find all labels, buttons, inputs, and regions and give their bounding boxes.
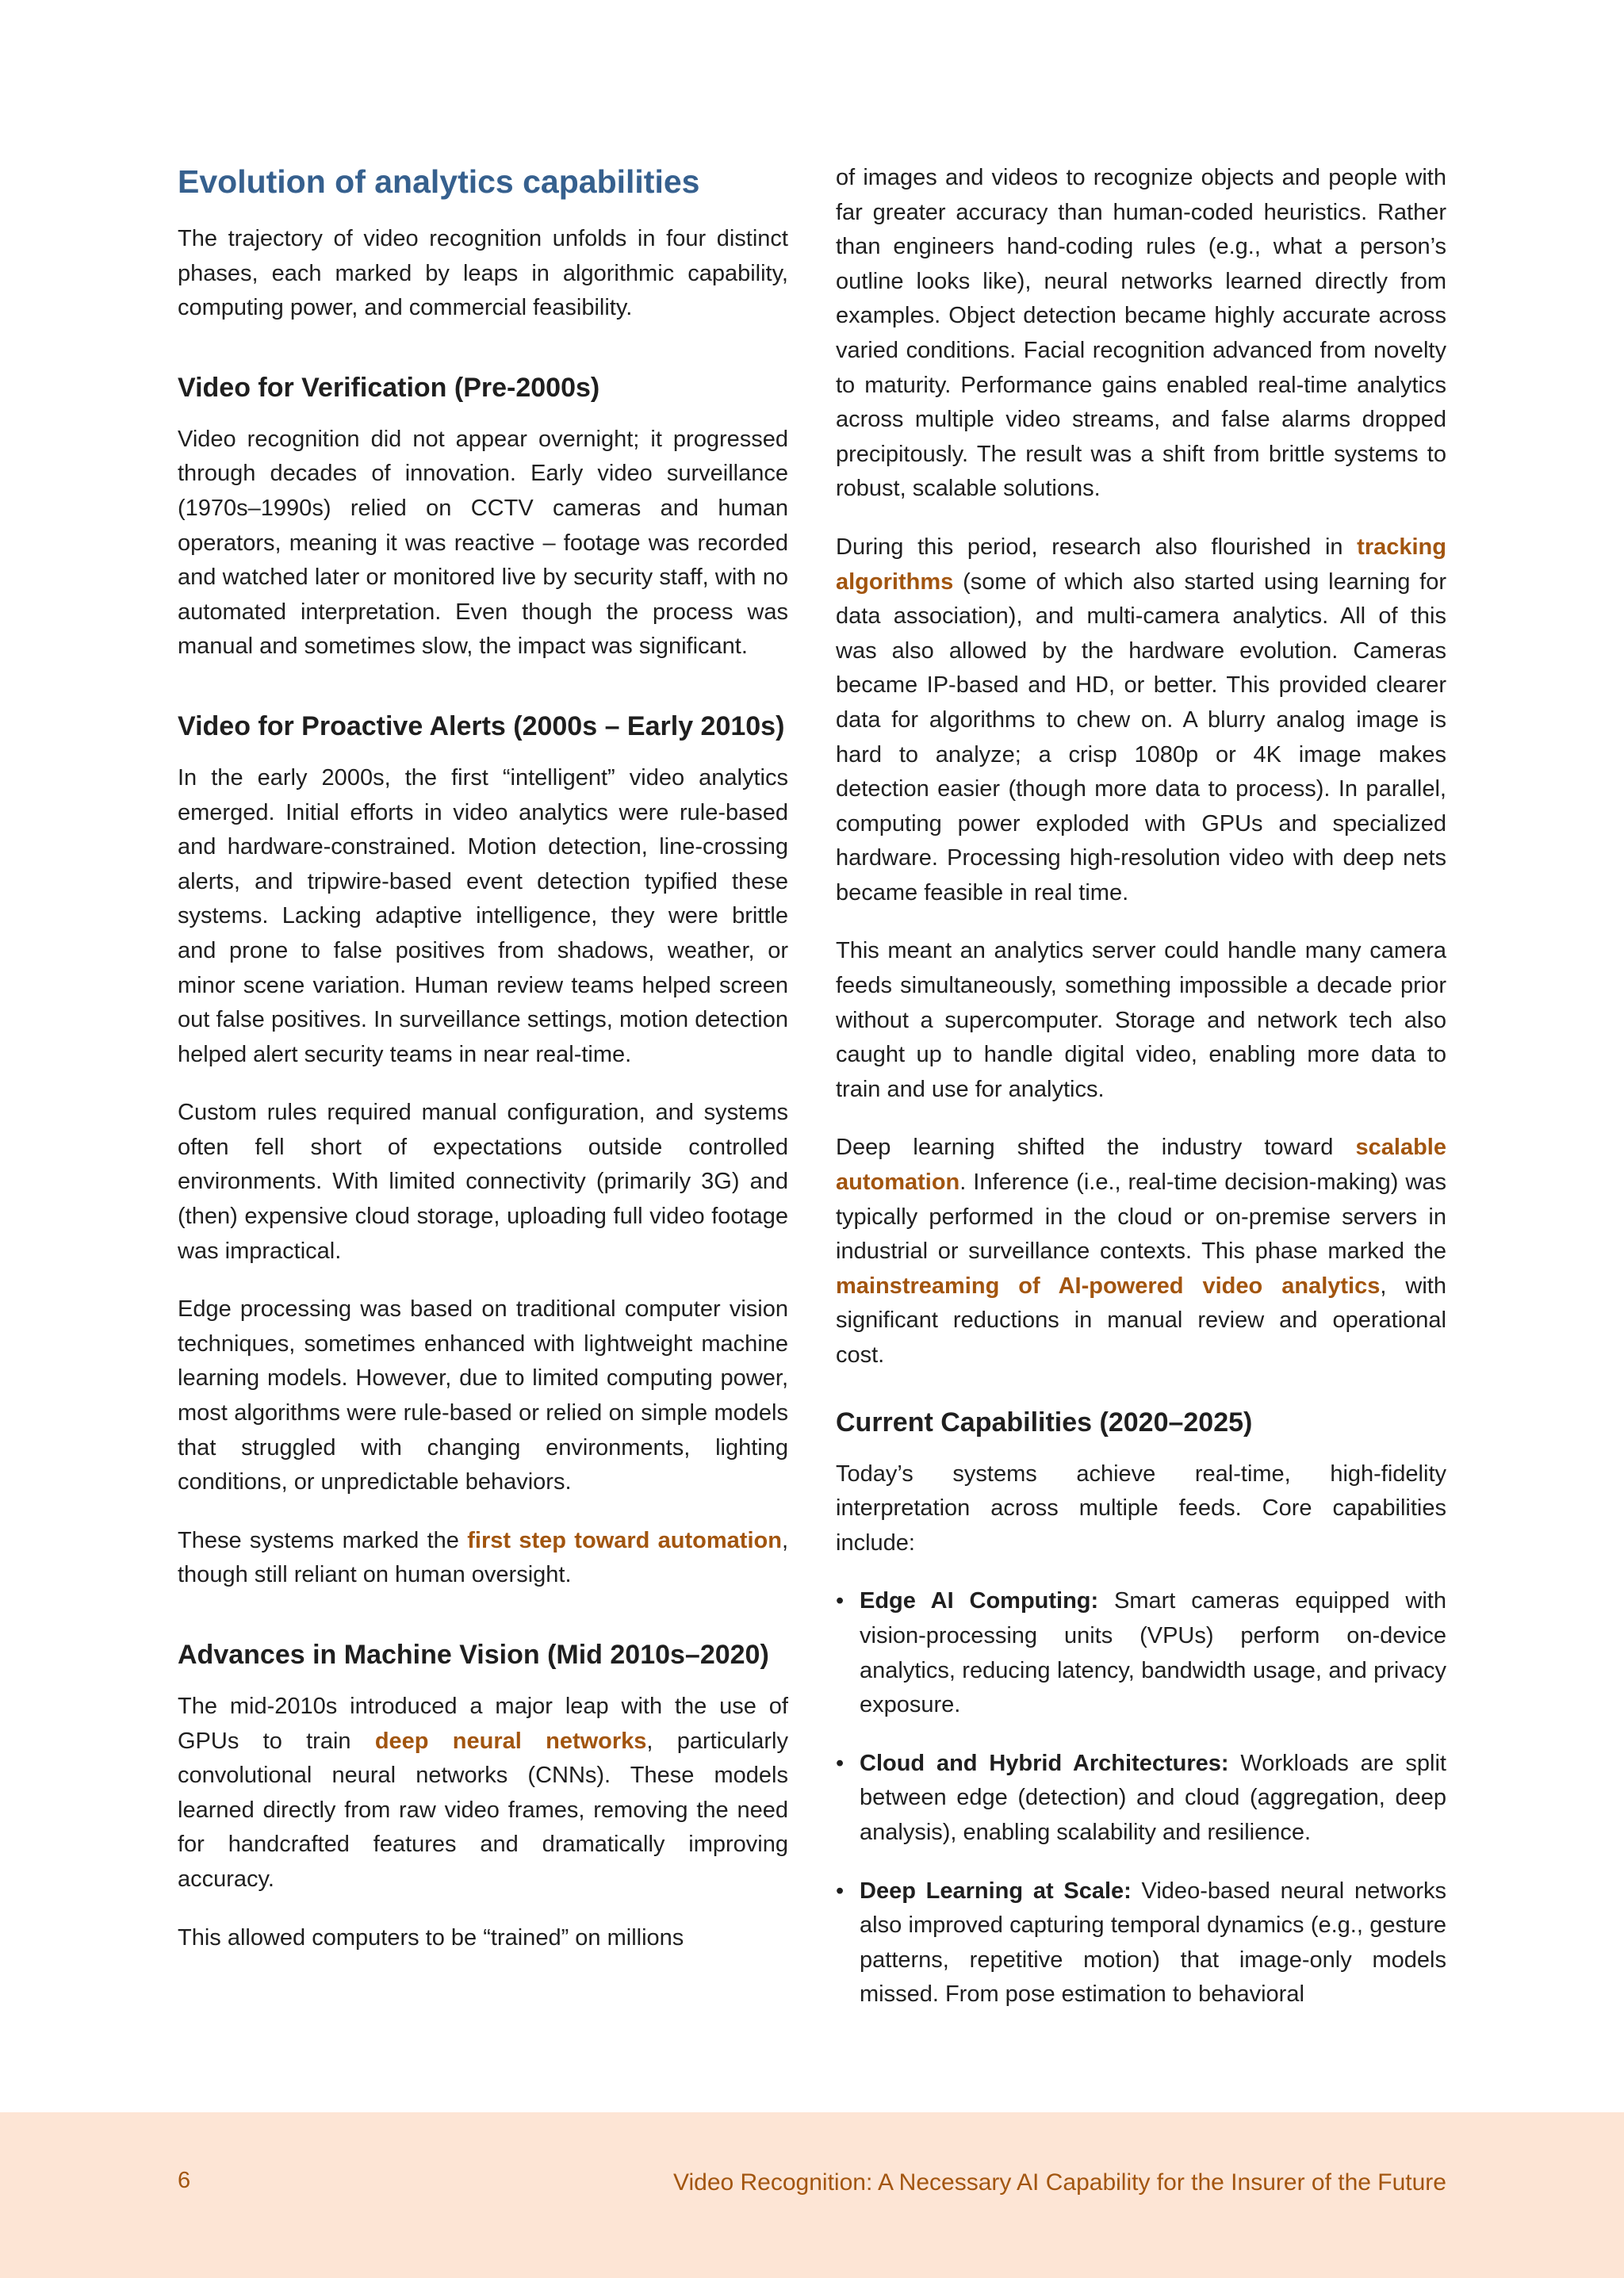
text: These systems marked the [178, 1527, 468, 1553]
text: The mid-2010s introduced a major leap with the use of GPUs to train [178, 1694, 788, 1754]
paragraph-verification: Video recognition did not appear overnight; it progressed through decades of innovation. Early video surveillance (1970s–1990s) relied on CCTV cameras and human operators, meaning it was reactive – footage was recorded and watched later or monitored live by security staff, with no automated interpretation. Even though the process was manual and sometimes slow, the impact was significant. [178, 426, 788, 660]
paragraph-alerts-4 [178, 1524, 788, 1593]
bullet-icon: • [836, 1878, 845, 1904]
intro-paragraph: The trajectory of video recognition unfolds in four distinct phases, each marked by leaps in algorithmic capability, computing power, and commercial feasibility. [178, 226, 788, 321]
highlight-scalable-automation: scalable automation [836, 1135, 1446, 1196]
paragraph-machine-2: This allowed computers to be “trained” on millions [178, 1924, 684, 1951]
text: , with significant reductions in manual review and operational cost. [836, 1273, 1446, 1368]
page-number: 6 [178, 2168, 191, 2193]
paragraph-current: Today’s systems achieve real-time, high-fidelity interpretation across multiple feeds. Core capabilities include: [836, 1461, 1446, 1556]
text: , particularly convolutional neural networks (CNNs). These models learned directly from raw video frames, removing the need for handcrafted features and dramatically improving accuracy. [178, 1728, 788, 1892]
list-item-term: Edge AI Computing: [860, 1588, 1099, 1614]
text: Deep learning shifted the industry toward [836, 1135, 1356, 1161]
bullet-icon: • [836, 1588, 845, 1614]
list-item-term: Deep Learning at Scale: [860, 1878, 1132, 1904]
list-item [836, 1584, 1446, 1722]
footer-document-title: Video Recognition: A Necessary AI Capability for the Insurer of the Future [673, 2169, 1446, 2196]
paragraph-alerts-1: In the early 2000s, the first “intelligent” video analytics emerged. Initial efforts in video analytics were rule-based and hardware-constrained. Motion detection, line-crossing alerts, and tripwire-based event detection typified these systems. Lacking adaptive intelligence, they were brittle and prone to false positives from shadows, weather, or minor scene variation. Human review teams helped screen out false positives. In surveillance settings, motion detection helped alert security teams in near real-time. [178, 764, 788, 1067]
paragraph-machine-1 [178, 1690, 788, 1897]
heading-verification: Video for Verification (Pre-2000s) [178, 372, 600, 403]
text: . Inference (i.e., real-time decision-making) was typically performed in the cloud or on-premise servers in industrial or surveillance contexts. This phase marked the [836, 1170, 1446, 1265]
heading-machine-vision: Advances in Machine Vision (Mid 2010s–2020) [178, 1640, 769, 1670]
text: (some of which also started using learning for data association), and multi-camera analytics. All of this was also allowed by the hardware evolution. Cameras became IP-based and HD, or better. This provided clearer data for algorithms to chew on. A blurry analog image is hard to analyze; a crisp 1080p or 4K image makes detection easier (though more data to process). In parallel, computing power exploded with GPUs and specialized hardware. Processing high-resolution video with deep nets became feasible in real time. [836, 569, 1446, 905]
highlight-mainstreaming: mainstreaming of AI-powered video analytics [836, 1273, 1381, 1299]
paragraph-continued-2 [836, 530, 1446, 911]
text: During this period, research also flourished in [836, 534, 1358, 560]
paragraph-alerts-2: Custom rules required manual configuration, and systems often fell short of expectations outside controlled environments. With limited connectivity (primarily 3G) and (then) expensive cloud storage, uploading full video footage was impractical. [178, 1100, 788, 1264]
list-item [836, 1874, 1446, 2012]
list-item-text: Smart cameras equipped with vision-processing units (VPUs) perform on-device analytics, reducing latency, bandwidth usage, and privacy exposure. [860, 1588, 1446, 1718]
list-item-text: Video-based neural networks also improved capturing temporal dynamics (e.g., gesture patterns, repetitive motion) that image-only models missed. From pose estimation to behavioral [860, 1878, 1446, 2008]
left-column [178, 155, 788, 1979]
list-item [836, 1747, 1446, 1851]
heading-current-capabilities: Current Capabilities (2020–2025) [836, 1407, 1253, 1438]
list-item-term: Cloud and Hybrid Architectures: [860, 1750, 1229, 1776]
capabilities-list [836, 1584, 1446, 2012]
section-title: Evolution of analytics capabilities [178, 163, 700, 200]
paragraph-alerts-3: Edge processing was based on traditional computer vision techniques, sometimes enhanced with lightweight machine learning models. However, due to limited computing power, most algorithms were rule-based or relied on simple models that struggled with changing environments, lighting conditions, or unpredictable behaviors. [178, 1296, 788, 1495]
highlight-tracking-algorithms: tracking algorithms [836, 534, 1446, 595]
heading-proactive-alerts: Video for Proactive Alerts (2000s – Early 2010s) [178, 710, 785, 741]
paragraph-continued-4 [836, 1131, 1446, 1373]
highlight-first-step: first step toward automation [467, 1527, 782, 1553]
right-column [836, 161, 1446, 2036]
paragraph-continued-1: of images and videos to recognize objects and people with far greater accuracy than human-coded heuristics. Rather than engineers hand-coding rules (e.g., what a person’s outline looks like), neural networks learned directly from examples. Object detection became highly accurate across varied conditions. Facial recognition advanced from novelty to maturity. Performance gains enabled real-time analytics across multiple video streams, and false alarms dropped precipitously. The result was a shift from brittle systems to robust, scalable solutions. [836, 165, 1446, 502]
list-item-text: Workloads are split between edge (detection) and cloud (aggregation, deep analysis), enabling scalability and resilience. [860, 1750, 1446, 1845]
highlight-deep-neural-networks: deep neural networks [374, 1728, 647, 1754]
bullet-icon: • [836, 1750, 845, 1776]
paragraph-continued-3: This meant an analytics server could handle many camera feeds simultaneously, something impossible a decade prior without a supercomputer. Storage and network tech also caught up to handle digital video, enabling more data to train and use for analytics. [836, 938, 1446, 1102]
text: , though still reliant on human oversight. [178, 1527, 788, 1588]
